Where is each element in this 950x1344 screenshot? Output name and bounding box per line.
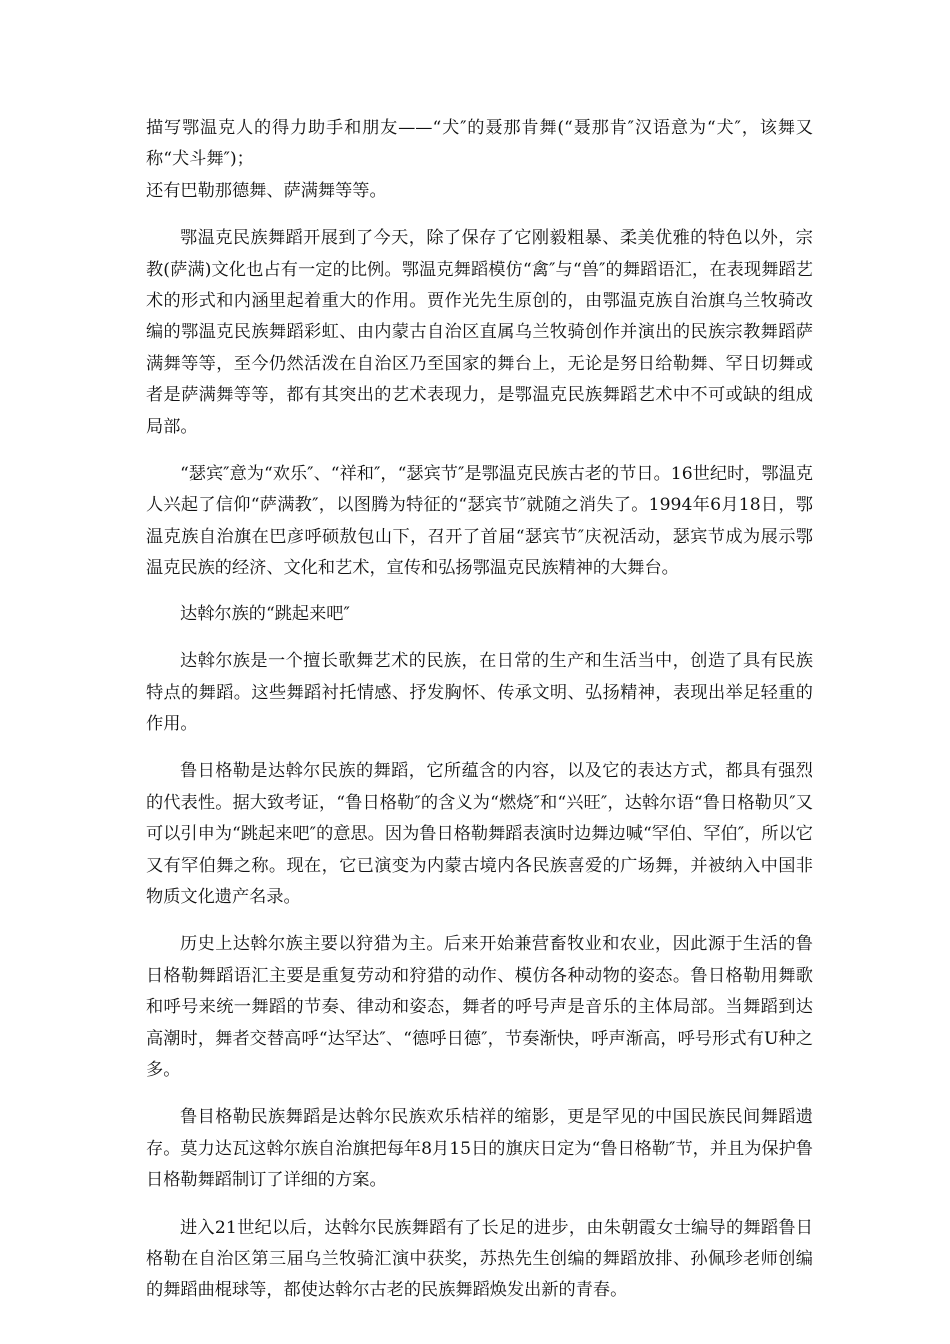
paragraph-gap [146,443,813,459]
paragraph-21st-century: 进入21世纪以后，达斡尔民族舞蹈有了长足的进步，由朱朝霞女士编导的舞蹈鲁日格勒在自治区第三届乌兰牧骑汇演中获奖，苏热先生创编的舞蹈放排、孙佩珍老师创编的舞蹈曲棍球等，都使达斡尔古老的民族舞蹈焕发出新的青春。 [146,1217,813,1301]
section-heading-daur: 达斡尔族的“跳起来吧″ [180,603,350,624]
paragraph-gap [146,207,813,223]
paragraph-daur-history: 历史上达斡尔族主要以狩猎为主。后来开始兼营畜牧业和农业，因此源于生活的鲁日格勒舞蹈语汇主要是重复劳动和狩猎的动作、模仿各种动物的姿态。鲁日格勒用舞歌和呼号来统一舞蹈的节奏、律动和姿态，舞者的呼号声是音乐的主体局部。当舞蹈到达高潮时，舞者交替高呼“达罕达″、“德呼日德″，节奏渐快，呼声渐高，呼号形式有U种之多。 [146,934,813,1080]
paragraph-sebin-festival: “瑟宾″意为“欢乐″、“祥和″，“瑟宾节″是鄂温克民族古老的节日。16世纪时，鄂温克人兴起了信仰“萨满教″，以图腾为特征的“瑟宾节″就随之消失了。1994年6月18日，鄂温克族自治旗在巴彦呼硕敖包山下，召开了首届“瑟宾节″庆祝活动，瑟宾节成为展示鄂温克民族的经济、文化和艺术，宣传和弘扬鄂温克民族精神的大舞台。 [146,464,813,579]
paragraph-ewenki-dance-development: 鄂温克民族舞蹈开展到了今天，除了保存了它刚毅粗暴、柔美优雅的特色以外，宗教(萨满)文化也占有一定的比例。鄂温克舞蹈模仿“禽″与“兽″的舞蹈语汇，在表现舞蹈艺术的形式和内涵里起着重大的作用。贾作光先生原创的，由鄂温克族自治旗乌兰牧骑改编的鄂温克民族舞蹈彩虹、由内蒙古自治区直属乌兰牧骑创作并演出的民族宗教舞蹈萨满舞等等，至今仍然活泼在自治区乃至国家的舞台上，无论是努日给勒舞、罕日切舞或者是萨满舞等等，都有其突出的艺术表现力，是鄂温克民族舞蹈艺术中不可或缺的组成局部。 [146,228,813,437]
paragraph-daur-intro: 达斡尔族是一个擅长歌舞艺术的民族，在日常的生产和生活当中，创造了具有民族特点的舞蹈。这些舞蹈衬托情感、抒发胸怀、传承文明、弘扬精神，表现出举足轻重的作用。 [146,651,813,734]
paragraph-gap [146,585,813,599]
paragraph-gap [146,1197,813,1213]
intro-line-2: 还有巴勒那德舞、萨满舞等等。 [146,180,387,201]
paragraph-gap [146,630,813,646]
intro-line-1: 描写鄂温克人的得力助手和朋友——“犬″的聂那肯舞(“聂那肯″汉语意为“犬″，该舞又称“犬斗舞″)； [146,118,813,170]
paragraph-gap [146,740,813,756]
document-body [146,113,813,1307]
paragraph-lurigele-festival: 鲁目格勒民族舞蹈是达斡尔民族欢乐桔祥的缩影，更是罕见的中国民族民间舞蹈遗存。莫力达瓦这斡尔族自治旗把每年8月15日的旗庆日定为“鲁日格勒″节，并且为保护鲁日格勒舞蹈制订了详细的方案。 [146,1107,813,1191]
paragraph-gap [146,1086,813,1102]
paragraph-lurigele-meaning: 鲁日格勒是达斡尔民族的舞蹈，它所蕴含的内容，以及它的表达方式，都具有强烈的代表性。据大致考证，“鲁日格勒″的含义为“燃烧″和“兴旺″，达斡尔语“鲁日格勒贝″又可以引申为“跳起来吧″的意思。因为鲁日格勒舞蹈表演时边舞边喊“罕伯、罕伯″，所以它又有罕伯舞之称。现在，它已演变为内蒙古境内各民族喜爱的广场舞，并被纳入中国非物质文化遗产名录。 [146,761,813,907]
paragraph-gap [146,913,813,929]
